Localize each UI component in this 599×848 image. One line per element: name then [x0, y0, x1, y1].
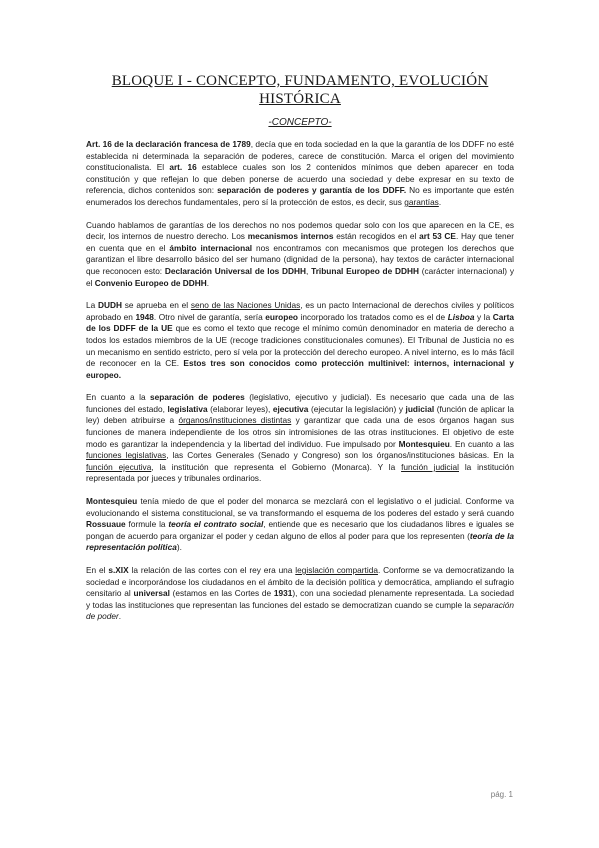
text: (ejecutar la legislación) y	[308, 403, 406, 414]
text: En cuanto a la	[86, 392, 151, 403]
text-underlined: función judicial	[401, 461, 459, 472]
document-body	[86, 139, 514, 634]
text: ).	[176, 542, 182, 553]
text-bold: s.XIX	[108, 565, 129, 575]
paragraph-separacion-poderes	[86, 392, 514, 485]
text-bold: art. 16	[169, 162, 197, 173]
text-underlined: funciones legislativas	[86, 450, 167, 461]
text: (legislativo, ejecutivo y judicial). Es necesario que cada una de las funciones del estado,	[86, 392, 514, 414]
text: ,	[306, 265, 312, 276]
paragraph-sxix	[86, 565, 514, 623]
text-bold: DUDH	[98, 300, 122, 311]
text: formule la	[125, 519, 169, 530]
paragraph-garantias	[86, 220, 514, 290]
text: , decía que en toda sociedad en la que la garantía de los DDFF no esté establecida ni determinada la separación de poderes, carece de constitución. Marca el origen del movimiento constitucionalista. El	[86, 139, 514, 173]
text: En el	[86, 565, 109, 575]
text: .	[206, 277, 210, 288]
text-bold: Montesquieu	[398, 438, 450, 449]
text: . Conforme se va democratizando la sociedad e incorporándose los ciudadanos en el ámbito de la decisión política y democrática, ampliando el sufragio censitario al	[86, 565, 515, 599]
text-underlined: órganos/instituciones distintas	[178, 415, 292, 426]
text-bold: mecanismos internos	[247, 231, 334, 242]
text-bold: separación de poderes	[150, 392, 245, 403]
page-title: BLOQUE I - CONCEPTO, FUNDAMENTO, EVOLUCIÓN HISTÓRICA	[111, 73, 489, 107]
text: , las Cortes Generales (Senado y Congreso) son los órganos/instituciones básicas. En la	[166, 450, 514, 461]
text: incorporado los tratados como es el de	[298, 311, 448, 322]
text: , entiende que es necesario que los ciudadanos libres e iguales se pongan de acuerdo para organizar el poder y cedan alguno de ellos al poder para que los representen (	[86, 519, 514, 541]
text-bold: Rossuaue	[86, 519, 126, 530]
text-bold: Tribunal Europeo de DDHH	[311, 265, 419, 276]
text-bold: judicial	[405, 403, 435, 414]
text: (elaborar leyes),	[207, 403, 273, 414]
text-bold: separación de poderes y garantía de los DDFF.	[217, 185, 407, 196]
text-bold: Montesquieu	[86, 496, 138, 507]
text: (carácter internacional) y el	[86, 265, 514, 288]
text-bold: legislativa	[167, 403, 208, 414]
text: La	[86, 300, 99, 311]
text: y la	[474, 311, 493, 322]
text-bold-italic: teoría el contrato social	[168, 519, 264, 530]
text-bold: universal	[133, 588, 170, 599]
text-bold-italic: teoría de la representación política	[86, 530, 514, 553]
text: (función de aplicar la ley) deben atribuirse a	[86, 403, 514, 426]
text: se aprueba en el	[122, 300, 191, 311]
text-bold: Convenio Europeo de DDHH	[94, 277, 207, 288]
text-bold: ámbito internacional	[169, 242, 253, 253]
text: la relación de las cortes con el rey era una	[128, 565, 296, 575]
text: , es un pacto Internacional de derechos civiles y políticos aprobado en	[86, 300, 514, 322]
text: No es importante que estén enumerados los derechos fundamentales, pero sí la protección de estos, es decir, sus	[86, 185, 514, 207]
text: tenía miedo de que el poder del monarca se mezclará con el legislativo o el judicial. Conforme va evolucionando el sistema constitucional, se va transformando el esquema de los poderes del estado y será cuando	[86, 496, 514, 518]
paragraph-dudh	[86, 300, 514, 381]
text-bold-italic: Lisboa	[447, 311, 475, 322]
text-bold: Carta de los DDFF de la UE	[86, 311, 514, 334]
text: . En cuanto a las	[449, 438, 514, 449]
text-bold: europeo	[265, 311, 298, 322]
text: nos encontramos con mecanismos que protegen los derechos que garantizan el libre desarrollo básico del ser humano (dignidad de la persona), hay textos de carácter internacional que reconocen esto:	[86, 242, 514, 276]
text: ), con una sociedad plenamente representada. La sociedad y todas las instituciones que representan las funciones del estado se democratizan cuando se cumple la	[86, 588, 515, 610]
page-number: pág. 1	[490, 790, 513, 799]
text-bold: Estos tres son conocidos como protección multinivel: internos, internacional y europeo.	[86, 358, 514, 380]
text-underlined: garantías	[404, 196, 439, 207]
text: que es como el texto que recoge el mínimo común denominador en materia de derecho a todos los estados miembros de la UE (recoge tradiciones constitucionales comunes). El Tribunal de Justicia no es un mecanismo en sentido estricto, pero sí vela por la protección del derecho europeo. A nivel interno, es lo más fácil de reconocer en la CE.	[86, 323, 514, 369]
text-bold: 1931	[273, 588, 293, 599]
text: establece cuales son los 2 contenidos mínimos que deben aparecer en toda constitución y que reflejan lo que deben ponerse de acuerdo una sociedad y debe expresar en su texto de referencia, dichos contenidos son:	[86, 162, 515, 196]
text-underlined: función ejecutiva	[86, 461, 152, 472]
text-underlined: seno de las Naciones Unidas	[190, 300, 301, 311]
text-underlined: legislación compartida	[295, 565, 378, 575]
text-bold: Art. 16 de la declaración francesa de 1789	[86, 139, 251, 149]
text: la institución representada por jueces y tribunales ordinarios.	[86, 461, 514, 484]
text: Cuando hablamos de garantías de los derechos no nos podemos quedar solo con los que aparecen en la CE, es decir, los internos de nuestro derecho. Los	[86, 219, 514, 242]
text: .	[118, 611, 122, 622]
text: , la institución que representa el Gobierno (Monarca). Y la	[151, 461, 402, 472]
text: y garantizar que cada una de esos órganos hagan sus funciones de manera independiente de los otros sin intromisiones de las otras instituciones. El objetivo de este modo es garantizar la independencia y la libertad del individuo. Fue impulsado por	[86, 415, 514, 449]
text: .	[438, 196, 442, 207]
text: están recogidos en el	[333, 231, 420, 242]
section-subtitle: -CONCEPTO-	[268, 117, 332, 128]
text-italic: separación de poder	[86, 599, 514, 622]
paragraph-art16	[86, 139, 514, 209]
text-bold: art 53 CE	[419, 231, 456, 242]
text: . Otro nivel de garantía, sería	[153, 311, 266, 322]
text: . Hay que tener en cuenta que en el	[86, 231, 514, 253]
text-bold: ejecutiva	[272, 403, 309, 414]
text-bold: Declaración Universal de los DDHH	[164, 265, 307, 276]
paragraph-montesquieu	[86, 496, 514, 554]
text-bold: 1948	[135, 311, 154, 322]
text: (estamos en las Cortes de	[169, 588, 274, 599]
